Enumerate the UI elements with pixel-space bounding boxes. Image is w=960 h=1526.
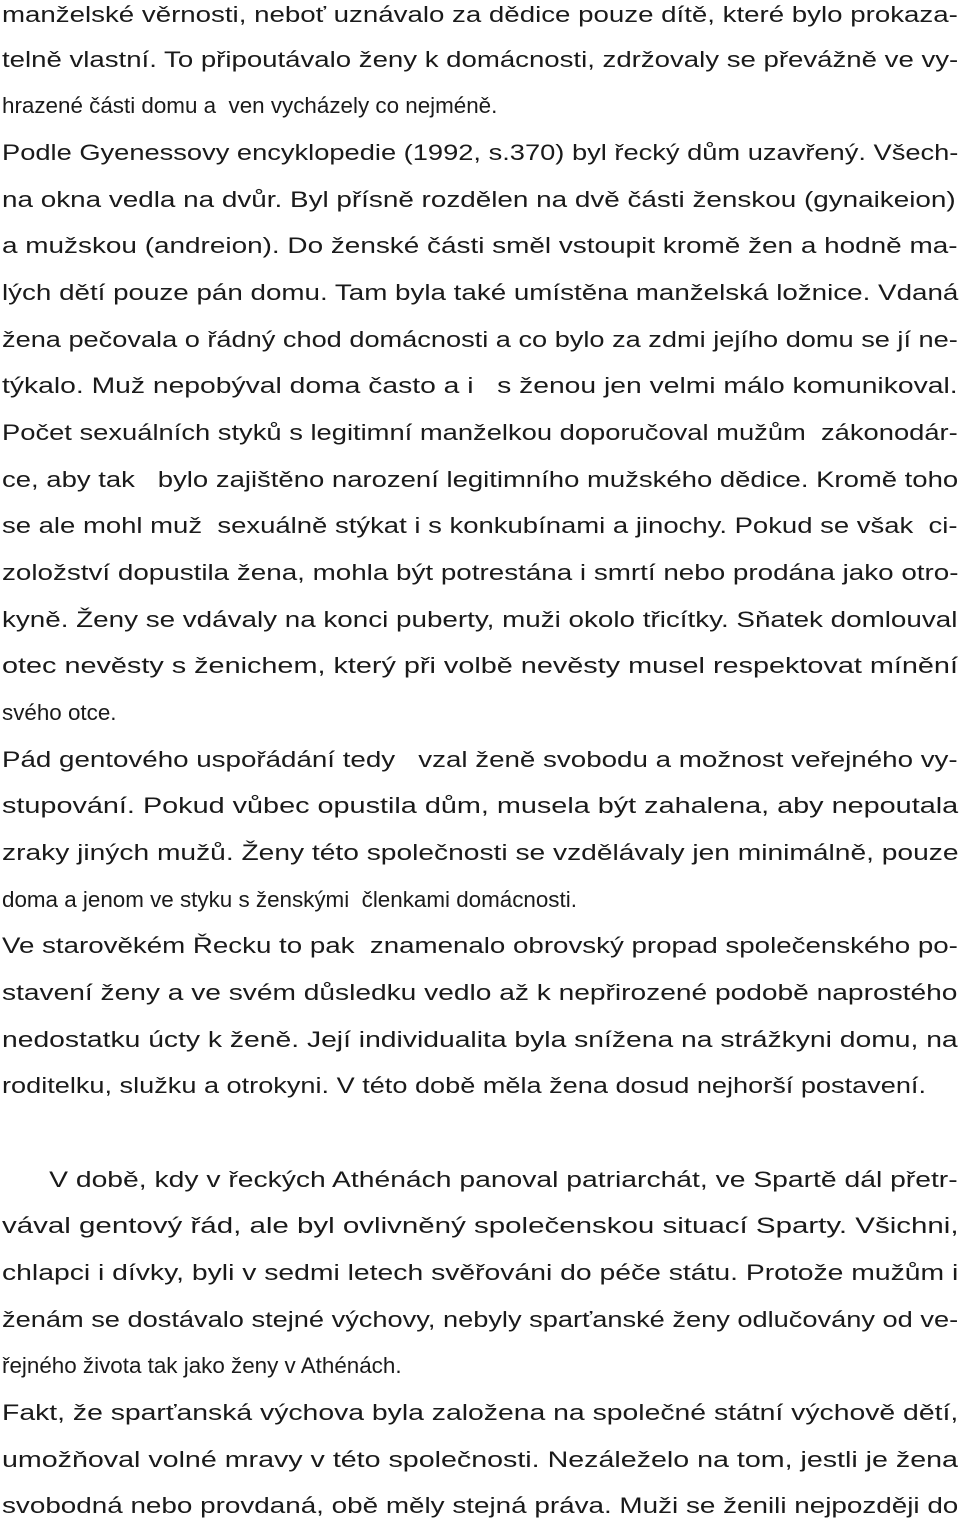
text-line: stupování. Pokud vůbec opustila dům, musela být zahalena, aby nepoutala bbox=[2, 793, 959, 818]
text-line: umožňoval volné mravy v této společnosti. Nezáleželo na tom, jestli je žena bbox=[2, 1447, 958, 1472]
text-line: na okna vedla na dvůr. Byl přísně rozdělen na dvě části ženskou (gynaikeion) bbox=[2, 187, 956, 212]
text-line: stavení ženy a ve svém důsledku vedlo až k nepřirozené podobě naprostého bbox=[2, 980, 958, 1005]
text-line: řejného života tak jako ženy v Athénách. bbox=[2, 1353, 402, 1378]
text-line: a mužskou (andreion). Do ženské části směl vstoupit kromě žen a hodně ma- bbox=[2, 233, 958, 258]
text-line: žena pečovala o řádný chod domácnosti a co bylo za zdmi jejího domu se jí ne- bbox=[2, 327, 958, 352]
text-line: kyně. Ženy se vdávaly na konci puberty, muži okolo třicítky. Sňatek domlouval bbox=[2, 607, 958, 632]
text-line: nedostatku úcty k ženě. Její individualita byla snížena na strážkyni domu, na bbox=[2, 1027, 958, 1052]
text-line: Pád gentového uspořádání tedy vzal ženě svobodu a možnost veřejného vy- bbox=[2, 747, 958, 772]
text-line: Fakt, že sparťanská výchova byla založena na společné státní výchově dětí, bbox=[2, 1400, 959, 1425]
text-line: lých dětí pouze pán domu. Tam byla také umístěna manželská ložnice. Vdaná bbox=[2, 280, 959, 305]
text-line: doma a jenom ve styku s ženskými členkami domácnosti. bbox=[2, 887, 577, 912]
text-line: Podle Gyenessovy encyklopedie (1992, s.370) byl řecký dům uzavřený. Všech- bbox=[2, 140, 959, 165]
text-line: hrazené části domu a ven vycházely co nejméně. bbox=[2, 93, 498, 118]
text-line: manželské věrnosti, neboť uznávalo za dědice pouze dítě, které bylo prokaza- bbox=[2, 2, 958, 27]
text-line: otec nevěsty s ženichem, který při volbě nevěsty musel respektovat mínění bbox=[2, 653, 958, 678]
text-line: telně vlastní. To připoutávalo ženy k domácnosti, zdržovaly se převážně ve vy- bbox=[2, 47, 959, 72]
text-line: Počet sexuálních styků s legitimní manželkou doporučoval mužům zákonodár- bbox=[2, 420, 958, 445]
text-line: roditelku, služku a otrokyni. V této době měla žena dosud nejhorší postavení. bbox=[2, 1073, 926, 1098]
text-line: chlapci i dívky, byli v sedmi letech svěřováni do péče státu. Protože mužům i bbox=[2, 1260, 959, 1285]
text-line: V době, kdy v řeckých Athénách panoval patriarchát, ve Spartě dál přetr- bbox=[2, 1167, 958, 1192]
text-line: ce, aby tak bylo zajištěno narození legitimního mužského dědice. Kromě toho bbox=[2, 467, 959, 492]
text-line: zoložství dopustila žena, mohla být potrestána i smrtí nebo prodána jako otro- bbox=[2, 560, 959, 585]
text-line: týkalo. Muž nepobýval doma často a i s ženou jen velmi málo komunikoval. bbox=[2, 373, 958, 398]
text-line: svobodná nebo provdaná, obě měly stejná práva. Muži se ženili nejpozději do bbox=[2, 1493, 959, 1518]
text-line: zraky jiných mužů. Ženy této společnosti se vzdělávaly jen minimálně, pouze bbox=[2, 840, 959, 865]
text-line: svého otce. bbox=[2, 700, 117, 725]
text-line: Ve starověkém Řecku to pak znamenalo obrovský propad společenského po- bbox=[2, 933, 958, 958]
text-line: se ale mohl muž sexuálně stýkat i s konkubínami a jinochy. Pokud se však ci- bbox=[2, 513, 958, 538]
text-line: vával gentový řád, ale byl ovlivněný společenskou situací Sparty. Všichni, bbox=[2, 1213, 959, 1238]
text-line: ženám se dostávalo stejné výchovy, nebyly sparťanské ženy odlučovány od ve- bbox=[2, 1307, 959, 1332]
